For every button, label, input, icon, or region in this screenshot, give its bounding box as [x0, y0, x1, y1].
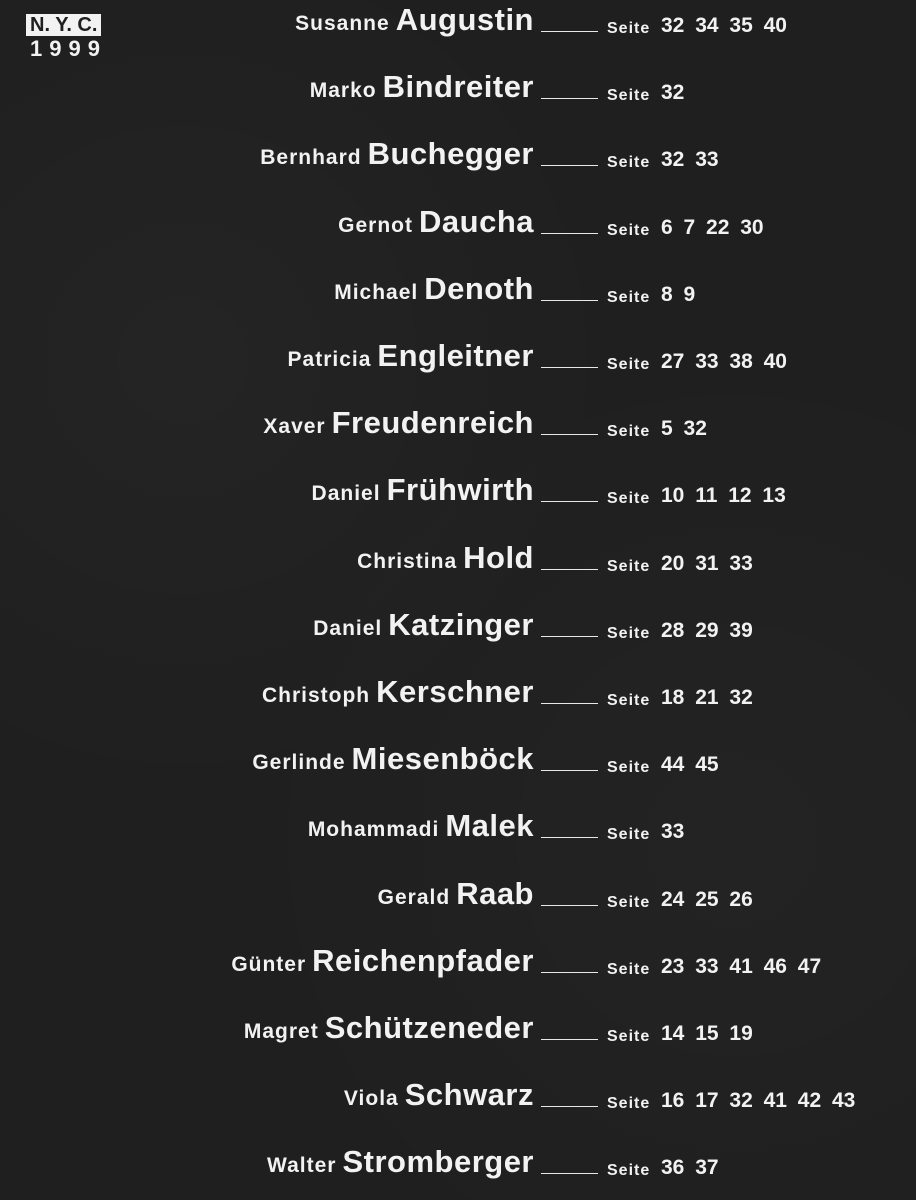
artist-name: [308, 808, 534, 844]
artist-last-name: Katzinger: [388, 606, 534, 642]
artist-last-name: Schwarz: [404, 1077, 534, 1113]
leader-line: [541, 1039, 598, 1040]
seite-label: Seite: [607, 154, 651, 172]
artist-name: [312, 472, 534, 508]
leader-line: [541, 434, 598, 435]
artist-name: [378, 876, 534, 912]
leader-line: [541, 770, 598, 771]
artist-name: [310, 69, 534, 105]
leader-line: [541, 1173, 598, 1174]
leader-line: [541, 703, 598, 704]
artist-last-name: Schützeneder: [324, 1010, 534, 1045]
artist-last-name: Kerschner: [376, 674, 534, 709]
seite-label: Seite: [607, 1028, 651, 1045]
index-entry: [0, 407, 916, 447]
artist-last-name: Hold: [463, 539, 534, 575]
artist-last-name: Miesenböck: [351, 741, 534, 777]
artist-name: [244, 1010, 534, 1046]
artist-first-name: Günter: [231, 952, 307, 976]
page-numbers: 33: [661, 820, 685, 844]
artist-first-name: Xaver: [263, 415, 326, 439]
artist-first-name: Michael: [334, 280, 419, 304]
leader-line: [541, 636, 598, 637]
page-numbers: 16 17 32 41 42 43: [661, 1089, 856, 1113]
page-numbers: 10 11 12 13: [661, 484, 786, 508]
artist-name: [313, 607, 534, 643]
leader-line: [541, 98, 598, 99]
leader-line: [541, 905, 598, 906]
artist-last-name: Daucha: [419, 203, 534, 239]
artist-last-name: Buchegger: [367, 136, 534, 172]
page-numbers: 32 34 35 40: [661, 14, 787, 37]
artist-first-name: Viola: [343, 1087, 399, 1111]
leader-line: [541, 837, 598, 838]
seite-label: Seite: [607, 826, 651, 844]
artist-last-name: Reichenpfader: [312, 942, 534, 978]
seite-label: Seite: [607, 1095, 651, 1113]
seite-label: Seite: [607, 288, 651, 306]
page-numbers: 32: [661, 81, 685, 105]
seite-label: Seite: [607, 87, 651, 105]
logo-box: N. Y. C.: [26, 14, 101, 36]
artist-last-name: Frühwirth: [386, 472, 534, 508]
leader-line: [541, 233, 598, 234]
leader-line: [541, 31, 598, 32]
index-entry: [0, 270, 916, 313]
artist-name: [357, 540, 534, 576]
page-numbers: 5 32: [661, 417, 707, 441]
artist-first-name: Walter: [267, 1154, 337, 1178]
index-entry: [0, 340, 916, 380]
index-entry: [0, 1012, 916, 1052]
artist-last-name: Denoth: [424, 270, 534, 306]
page-numbers: 36 37: [661, 1156, 719, 1180]
index-entry: [0, 810, 916, 850]
seite-label: Seite: [607, 960, 651, 978]
index-entry: [0, 138, 916, 178]
seite-label: Seite: [607, 20, 651, 37]
leader-line: [541, 569, 598, 570]
artist-name: [267, 1144, 534, 1180]
artist-last-name: Raab: [456, 875, 534, 911]
index-entry: [0, 743, 916, 783]
leader-line: [541, 367, 598, 368]
leader-line: [541, 300, 598, 301]
index-entry: [0, 606, 916, 649]
index-entry: [0, 4, 916, 44]
artist-first-name: Gerlinde: [252, 751, 346, 775]
page-numbers: 27 33 38 40: [661, 350, 787, 373]
leader-line: [541, 972, 598, 973]
leader-line: [541, 501, 598, 502]
artist-name: [295, 2, 534, 38]
artist-first-name: Gerald: [377, 885, 451, 909]
artist-name: [262, 674, 534, 710]
page-numbers: 32 33: [661, 148, 719, 172]
page-numbers: 28 29 39: [661, 618, 753, 642]
leader-line: [541, 1106, 598, 1107]
page-numbers: 8 9: [661, 282, 696, 306]
seite-label: Seite: [607, 893, 651, 911]
artist-last-name: Stromberger: [342, 1144, 534, 1180]
artist-name: [260, 136, 534, 172]
artist-name: [231, 943, 534, 979]
index-entry: [0, 539, 916, 582]
artist-last-name: Augustin: [395, 2, 534, 37]
index-entry: [0, 1079, 916, 1119]
artist-first-name: Patricia: [287, 348, 372, 371]
page-numbers: 44 45: [661, 753, 719, 777]
leader-line: [541, 165, 598, 166]
page-numbers: 14 15 19: [661, 1022, 753, 1045]
artist-name: [334, 271, 534, 307]
seite-label: Seite: [607, 221, 651, 239]
artist-first-name: Susanne: [295, 12, 390, 35]
artist-first-name: Gernot: [338, 213, 414, 237]
artist-first-name: Bernhard: [260, 146, 362, 170]
artist-name: [338, 204, 534, 240]
seite-label: Seite: [607, 356, 651, 373]
seite-label: Seite: [607, 692, 651, 709]
artist-first-name: Christina: [357, 549, 458, 573]
seite-label: Seite: [607, 759, 651, 777]
artist-first-name: Mohammadi: [307, 818, 440, 842]
logo-year: 1999: [30, 36, 107, 61]
artist-last-name: Engleitner: [377, 338, 534, 373]
artist-name: [252, 741, 534, 777]
artist-first-name: Magret: [243, 1020, 319, 1043]
artist-last-name: Malek: [445, 808, 534, 844]
seite-label: Seite: [607, 423, 651, 441]
artist-name: [263, 405, 534, 441]
seite-label: Seite: [607, 557, 651, 575]
index-entry: [0, 71, 916, 111]
index-entry: [0, 1146, 916, 1186]
index-entry: [0, 942, 916, 985]
seite-label: Seite: [607, 1162, 651, 1180]
artist-first-name: Christoph: [261, 684, 371, 707]
seite-label: Seite: [607, 490, 651, 508]
page-numbers: 20 31 33: [661, 551, 753, 575]
artist-name: [288, 338, 534, 374]
seite-label: Seite: [607, 624, 651, 642]
page-numbers: 23 33 41 46 47: [661, 954, 822, 978]
index-entry: [0, 676, 916, 716]
index-entry: [0, 474, 916, 514]
artist-last-name: Freudenreich: [331, 405, 534, 441]
index-entry: [0, 203, 916, 246]
artist-first-name: Daniel: [311, 482, 381, 506]
artist-last-name: Bindreiter: [382, 69, 534, 105]
artist-first-name: Marko: [309, 79, 377, 103]
page-numbers: 6 7 22 30: [661, 215, 764, 239]
index-entry: [0, 875, 916, 918]
artist-first-name: Daniel: [313, 616, 383, 640]
page-numbers: 24 25 26: [661, 887, 753, 911]
page-numbers: 18 21 32: [661, 686, 753, 709]
artist-name: [344, 1077, 534, 1113]
